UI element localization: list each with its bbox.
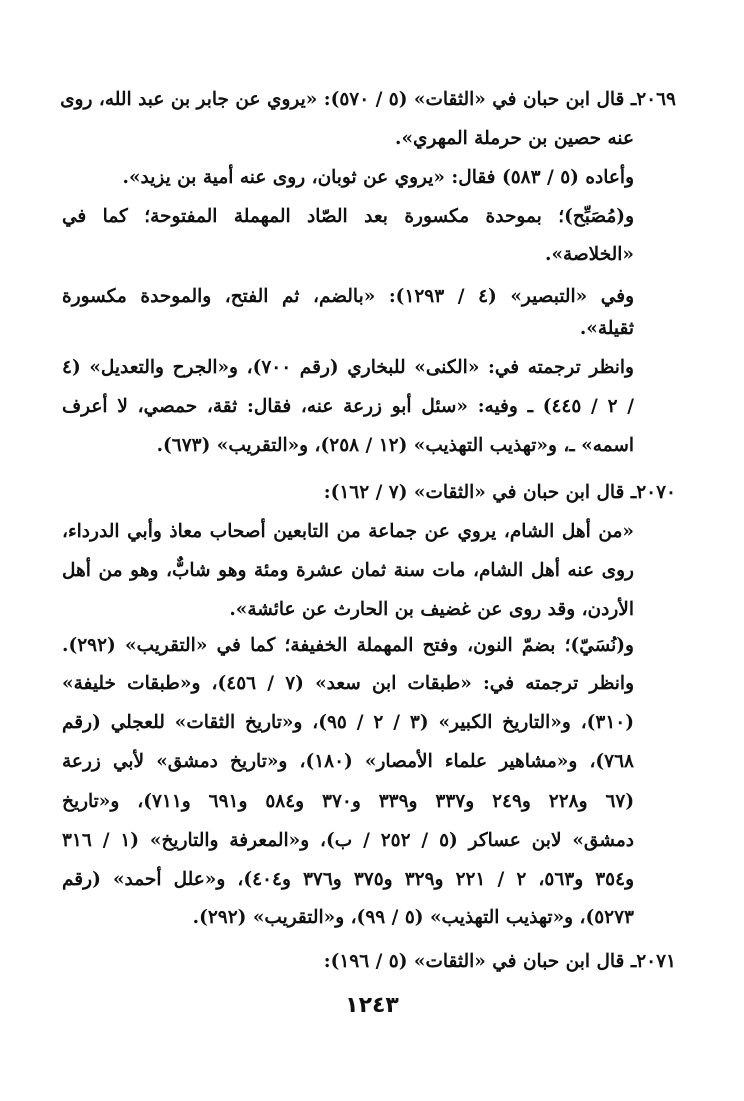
entry-2069-line-3: وأعاده (٥ / ٥٨٣) فقال: «يروي عن ثوبان، روى عنه أمية بن يزيد». (122, 167, 634, 188)
entry-2070-line-2: روى عنه أهل الشام، مات سنة ثمان عشرة ومئة وهو شابٌّ، وهو من أهل (62, 560, 634, 581)
entry-2070-line-7: ٧٦٨)، و«مشاهير علماء الأمصار» (١٨٠)، و«تاريخ دمشق» لأبي زرعة (62, 751, 634, 772)
entry-2069-line-9: / ٢ / ٤٤٥) ـ وفيه: «سئل أبو زرعة عنه، فقال: ثقة، حمصي، لا أعرف (62, 396, 634, 417)
entry-2069-line-2: عنه حصين بن حرملة المهري». (395, 128, 634, 149)
entry-2069-line-8: وانظر ترجمته في: «الكنى» للبخاري (رقم ٧٠٠)، و«الجرح والتعديل» (٤ (62, 357, 634, 378)
entry-2070-line-10: و٣٥٤ و٥٦٣، ٢ / ٢٢١ و٣٢٩ و٣٧٥ و٣٧٦ و٤٠٤)، و«علل أحمد» (رقم (62, 869, 634, 890)
entry-2069-line-7: ثقيلة». (579, 318, 634, 339)
entry-2070-line-3: الأردن، وقد روى عن غضيف بن الحارث عن عائشة». (229, 599, 634, 620)
entry-2070-heading: ٢٠٧٠ـ قال ابن حبان في «الثقات» (٧ / ١٦٢): (323, 482, 676, 503)
entry-2070-line-5: وانظر ترجمته في: «طبقات ابن سعد» (٧ / ٤٥٦)، و«طبقات خليفة» (62, 673, 634, 694)
entry-2071-heading: ٢٠٧١ـ قال ابن حبان في «الثقات» (٥ / ١٩٦): (323, 951, 676, 972)
entry-2070-line-9: دمشق» لابن عساكر (٥ / ٢٥٢ / ب)، و«المعرفة والتاريخ» (١ / ٣١٦ (62, 830, 634, 851)
entry-2070-line-6: (٣١٠)، و«التاريخ الكبير» (٣ / ٢ / ٩٥)، و«تاريخ الثقات» للعجلي (رقم (62, 712, 634, 733)
entry-2070-line-8: (٦٧ و٢٢٨ و٢٤٩ و٣٣٧ و٣٣٩ و٣٧٠ و٥٨٤ و٦٩١ و٧١١)، و«تاريخ (62, 791, 634, 812)
entry-2069-line-5: «الخلاصة». (545, 244, 634, 265)
entry-2069-line-10: اسمه» ـ، و«تهذيب التهذيب» (١٢ / ٢٥٨)، و«التقريب» (٦٧٣). (156, 435, 634, 456)
entry-2069-line-6: وفي «التبصير» (٤ / ١٢٩٣): «بالضم، ثم الفتح، والموحدة مكسورة (62, 286, 634, 307)
entry-2070-line-4: و(نُسَيّ)؛ بضمّ النون، وفتح المهملة الخفيفة؛ كما في «التقريب» (٢٩٢). (62, 635, 634, 656)
page-number: ١٢٤٣ (345, 993, 399, 1018)
entry-2069-line-1: ٢٠٦٩ـ قال ابن حبان في «الثقات» (٥ / ٥٧٠): «يروي عن جابر بن عبد الله، روى (60, 89, 676, 110)
entry-2069-line-4: و(مُصَبِّح)؛ بموحدة مكسورة بعد الصّاد المهملة المفتوحة؛ كما في (62, 206, 634, 227)
entry-2070-line-11: ٥٢٧٣)، و«تهذيب التهذيب» (٥ / ٩٩)، و«التقريب» (٢٩٢). (192, 907, 634, 928)
entry-2070-line-1: «من أهل الشام، يروي عن جماعة من التابعين أصحاب معاذ وأبي الدرداء، (62, 521, 634, 542)
